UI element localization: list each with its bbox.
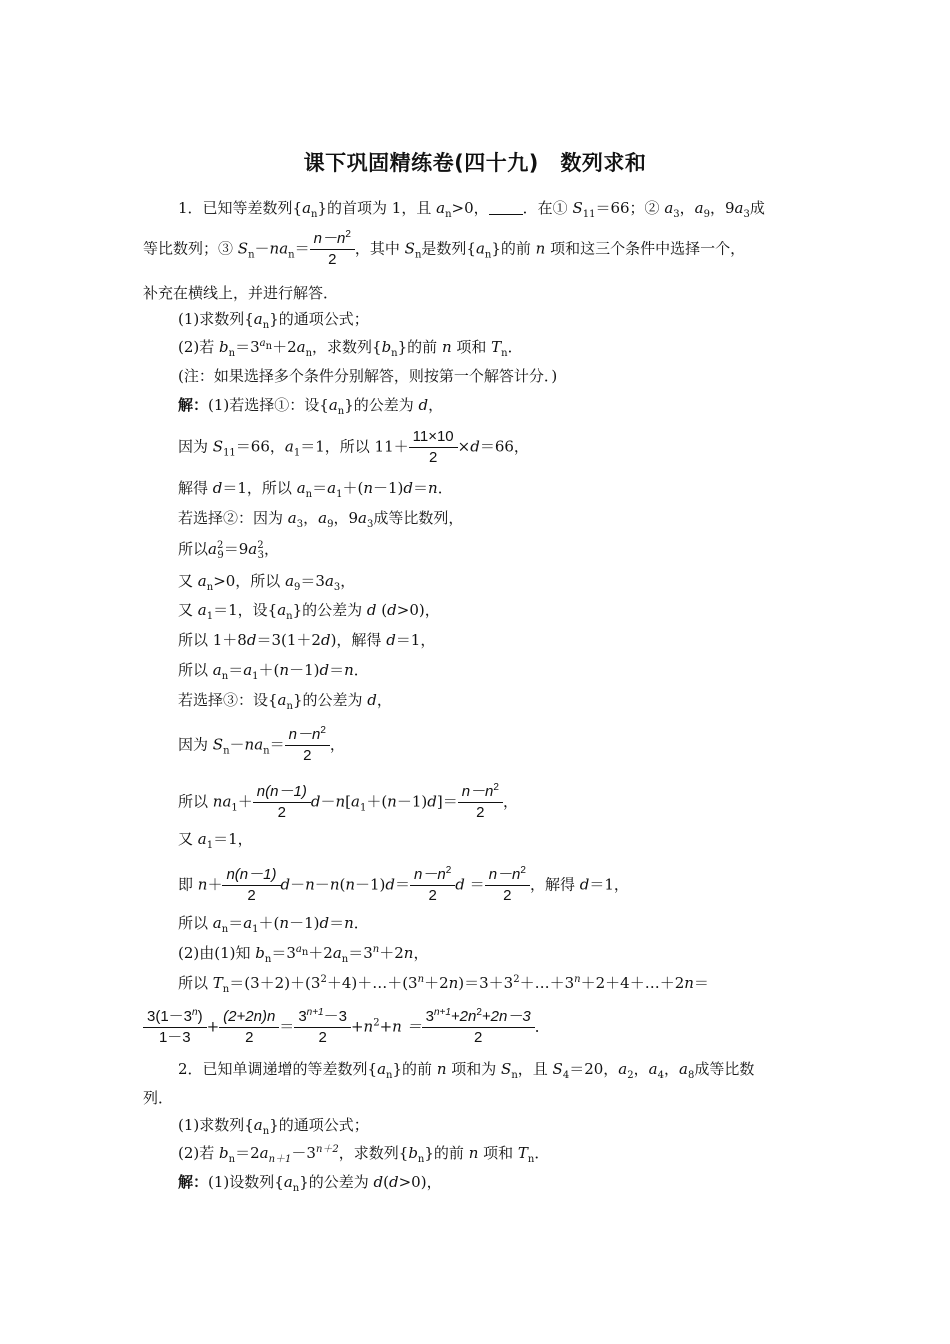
q2-line-1: 2．已知单调递增的等差数列$\{a_n\}$的前 n 项和为 $S_n$，且 $S_4=20$，$a_2$，$a_4$，$a_8$成等比数 bbox=[178, 1060, 755, 1081]
fraction: $\frac{3^{n+1}+2n^2+2n-3}{2}$ bbox=[424, 1008, 533, 1047]
q1-line-3: 补充在横线上，并进行解答． bbox=[143, 284, 339, 302]
sol1-line-13: 又 $a_1=1$， bbox=[178, 830, 253, 851]
fraction: $\frac{n-n^2}{2}$ bbox=[312, 230, 353, 269]
fraction: $\frac{(2+2n)n}{2}$ bbox=[221, 1008, 277, 1047]
fraction: $\frac{n-n^2}{2}$ bbox=[287, 726, 328, 765]
fraction: $\frac{n-n^2}{2}$ bbox=[460, 783, 501, 822]
sol1-line-4: 若选择②：因为 $a_3$，$a_9$，$9a_3$成等比数列， bbox=[178, 509, 464, 530]
sol1-line-7: 又 $a_1=1$，设$\{a_n\}$的公差为 d (d>0)， bbox=[178, 601, 440, 622]
q2-part-1: (1)求数列$\{a_n\}$的通项公式； bbox=[178, 1116, 369, 1137]
fraction: $\frac{3(1-3^n)}{1-3}$ bbox=[145, 1008, 205, 1047]
sol1-line-3: 解得 d＝1，所以 $a_n=a_1+(n-1)d=n$． bbox=[178, 479, 453, 500]
fraction: $\frac{11\times 10}{2}$ bbox=[411, 428, 456, 467]
page-title: 课下巩固精练卷(四十九) 数列求和 bbox=[303, 151, 647, 175]
sol1-line-16: (2)由(1)知 $b_n=3^{a_n}+2a_n=3^n+2n$， bbox=[178, 944, 429, 965]
q1-line-2: 等比数列；③ $S_n-na_n=$ $\frac{n-n^2}{2}$ ，其中 $S_n$是数列$\{a_n\}$的前 n 项和这三个条件中选择一个， bbox=[143, 229, 746, 268]
fraction: $\frac{n-n^2}{2}$ bbox=[412, 866, 453, 905]
sol1-line-17: 所以 $T_n=(3+2)+(3^2+4)+\dots+(3^n+2n)=3+3^2+\dots+3^n+2+4+\dots+2n=$ bbox=[178, 974, 709, 995]
answer-blank bbox=[489, 200, 523, 215]
q1-note: (注：如果选择多个条件分别解答，则按第一个解答计分．) bbox=[178, 367, 558, 385]
fraction: $\frac{3^{n+1}-3}{2}$ bbox=[296, 1008, 349, 1047]
sol1-line-9: 所以 $a_n=a_1+(n-1)d=n$． bbox=[178, 661, 369, 682]
fraction: $\frac{n-n^2}{2}$ bbox=[487, 866, 528, 905]
q2-sol-line-1: 解：(1)设数列$\{a_n\}$的公差为 d(d>0)， bbox=[178, 1173, 442, 1194]
sol1-line-6: 又 $a_n>0$，所以 $a_9=3a_3$， bbox=[178, 572, 356, 593]
fraction: $\frac{n(n-1)}{2}$ bbox=[224, 866, 278, 905]
sol1-line-5: 所以$a^2_9=9a^2_3$， bbox=[178, 540, 279, 561]
sol1-line-10: 若选择③：设$\{a_n\}$的公差为 d， bbox=[178, 691, 392, 712]
sol1-line-12: 所以 $na_1+$ $\frac{n(n-1)}{2}$ $d-n[a_1+(n-1)d]=$ $\frac{n-n^2}{2}$ ， bbox=[178, 782, 518, 821]
q1-line-1: 1．已知等差数列$\{a_n\}$的首项为 1，且 $a_n>0$， ．在① $S_{11}=66$；② $a_3$，$a_9$，$9a_3$成 bbox=[178, 199, 765, 220]
sol1-line-18: $\frac{3(1-3^n)}{1-3}$ + $\frac{(2+2n)n}{2}$ ＝ $\frac{3^{n+1}-3}{2}$ $+n^2+n$ ＝ $\frac{3^{n+1}+2n^2+2n-3}{2}$ ． bbox=[143, 1008, 550, 1047]
sol1-line-14: 即 n＋ $\frac{n(n-1)}{2}$ d－n－n(n－1)d＝ $\frac{n-n^2}{2}$ d ＝ $\frac{n-n^2}{2}$ ，解得 d＝1， bbox=[178, 865, 629, 904]
sol1-line-15: 所以 $a_n=a_1+(n-1)d=n$． bbox=[178, 914, 369, 935]
q1-part-2: (2)若 $b_n=3^{a_n}+2a_n$，求数列$\{b_n\}$的前 n 项和 $T_n$． bbox=[178, 338, 523, 359]
sol1-line-8: 所以 1＋8d＝3(1＋2d)，解得 d＝1， bbox=[178, 631, 436, 649]
q2-part-2: (2)若 $b_n=2a_{n+1}-3^{n+2}$，求数列$\{b_n\}$的前 n 项和 $T_n$． bbox=[178, 1144, 550, 1165]
sol1-line-2: 因为 $S_{11}=66$，$a_1=1$，所以 11＋ $\frac{11\times 10}{2}$ ×d＝66， bbox=[178, 428, 529, 466]
fraction: $\frac{n(n-1)}{2}$ bbox=[255, 783, 309, 822]
sol1-line-11: 因为 $S_n-na_n=$ $\frac{n-n^2}{2}$ ， bbox=[178, 725, 345, 764]
sol1-line-1: 解：(1)若选择①：设$\{a_n\}$的公差为 d， bbox=[178, 396, 444, 417]
q2-line-2: 列． bbox=[143, 1089, 174, 1107]
q1-part-1: (1)求数列$\{a_n\}$的通项公式； bbox=[178, 310, 369, 331]
